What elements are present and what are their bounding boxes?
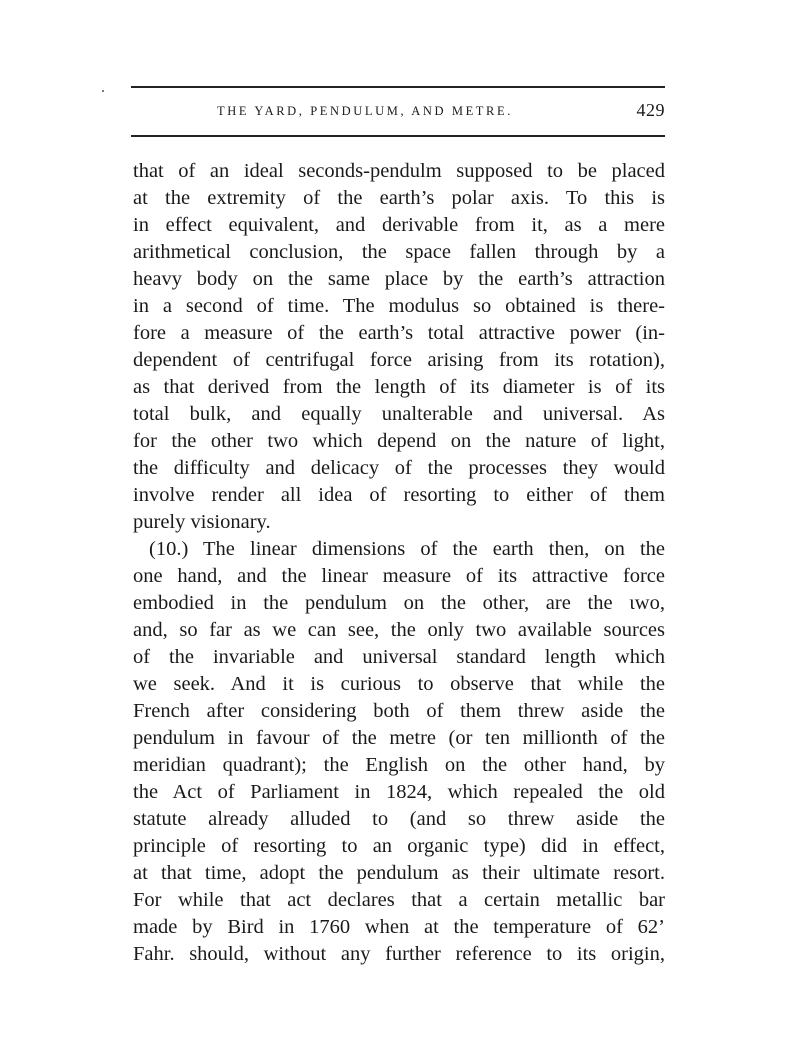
text-line: Fahr. should, without any further reference to its origin, xyxy=(133,943,665,965)
text-line: of the invariable and universal standard length which xyxy=(133,646,665,668)
text-line: dependent of centrifugal force arising from its rotation), xyxy=(133,349,665,371)
paper-speck xyxy=(102,90,104,92)
text-line: principle of resorting to an organic type) did in effect, xyxy=(133,835,665,857)
paragraph-first-line: (10.) The linear dimensions of the earth then, on the xyxy=(149,538,665,560)
text-line: in effect equivalent, and derivable from it, as a mere xyxy=(133,214,665,236)
text-line: embodied in the pendulum on the other, are the ιwo, xyxy=(133,592,665,614)
text-line: meridian quadrant); the English on the other hand, by xyxy=(133,754,665,776)
text-line: for the other two which depend on the nature of light, xyxy=(133,430,665,452)
text-line: made by Bird in 1760 when at the temperature of 62’ xyxy=(133,916,665,938)
text-line: and, so far as we can see, the only two available sources xyxy=(133,619,665,641)
text-line: as that derived from the length of its diameter is of its xyxy=(133,376,665,398)
running-title: THE YARD, PENDULUM, AND METRE. xyxy=(217,104,513,118)
text-line: the difficulty and delicacy of the processes they would xyxy=(133,457,665,479)
text-line: the Act of Parliament in 1824, which repealed the old xyxy=(133,781,665,803)
text-line: total bulk, and equally unalterable and universal. As xyxy=(133,403,665,425)
text-line: involve render all idea of resorting to either of them xyxy=(133,484,665,506)
text-line: that of an ideal seconds-pendulm supposed to be placed xyxy=(133,160,665,182)
text-line: arithmetical conclusion, the space fallen through by a xyxy=(133,241,665,263)
text-line: at the extremity of the earth’s polar axis. To this is xyxy=(133,187,665,209)
running-head xyxy=(131,100,665,126)
text-line: heavy body on the same place by the earth’s attraction xyxy=(133,268,665,290)
text-line: For while that act declares that a certain metallic bar xyxy=(133,889,665,911)
header-top-rule xyxy=(131,86,665,88)
text-line: one hand, and the linear measure of its attractive force xyxy=(133,565,665,587)
text-line: at that time, adopt the pendulum as their ultimate resort. xyxy=(133,862,665,884)
text-line: fore a measure of the earth’s total attractive power (in- xyxy=(133,322,665,344)
text-line: in a second of time. The modulus so obtained is there- xyxy=(133,295,665,317)
text-line: French after considering both of them threw aside the xyxy=(133,700,665,722)
body-text xyxy=(133,158,665,968)
text-line: statute already alluded to (and so threw aside the xyxy=(133,808,665,830)
header-bottom-rule xyxy=(131,135,665,137)
paragraph-last-line: purely visionary. xyxy=(133,511,271,533)
text-line: pendulum in favour of the metre (or ten millionth of the xyxy=(133,727,665,749)
page-number: 429 xyxy=(636,100,665,120)
text-line: we seek. And it is curious to observe that while the xyxy=(133,673,665,695)
